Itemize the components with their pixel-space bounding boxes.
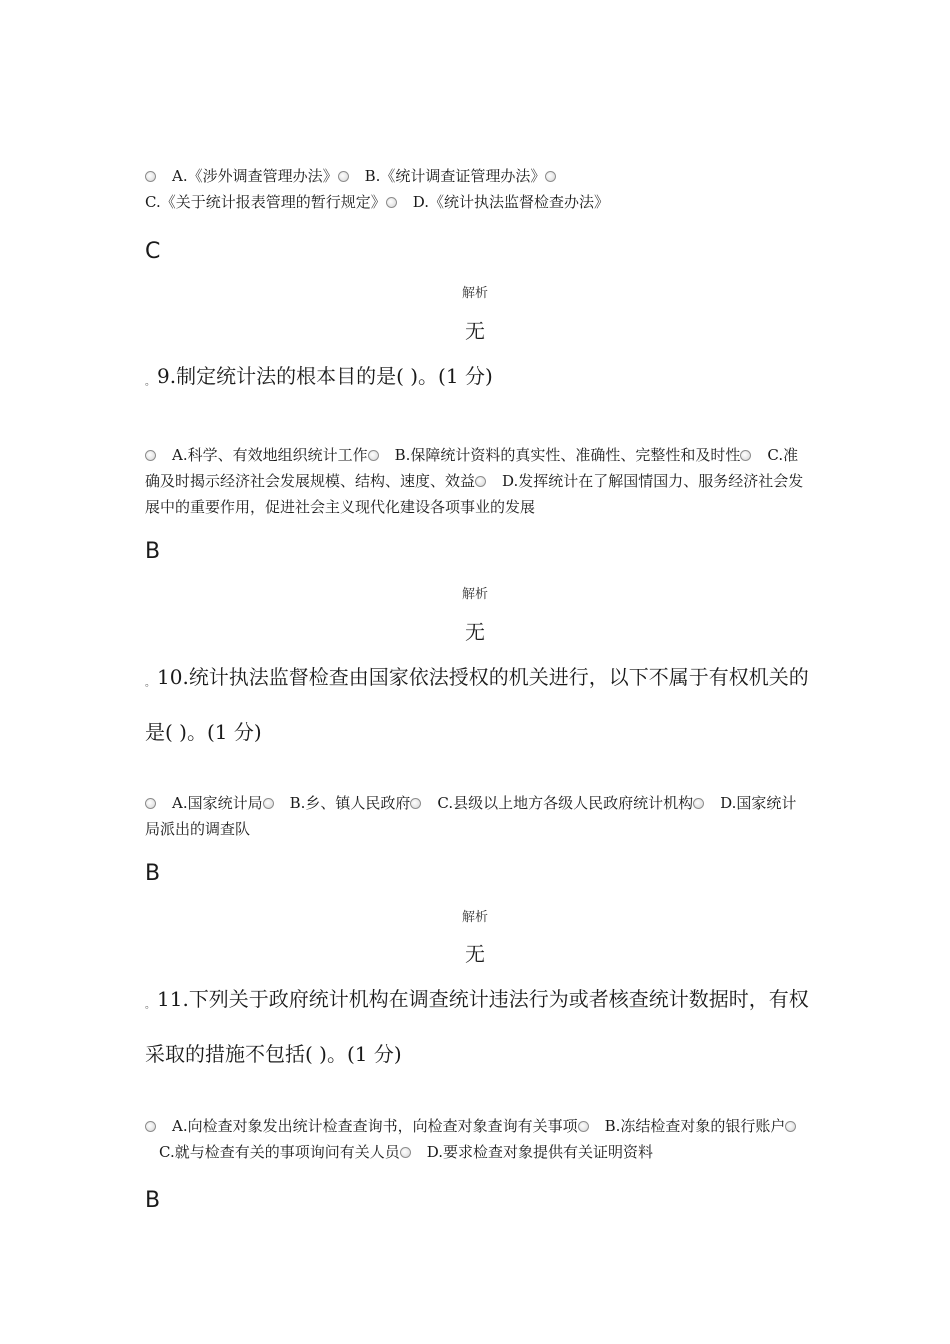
analysis-text: 无 <box>465 620 485 644</box>
radio-icon[interactable] <box>693 798 704 809</box>
option-c[interactable]: C.准确及时揭示经济社会发展规模、结构、速度、效益 <box>145 446 799 490</box>
option-b[interactable]: B.保障统计资料的真实性、准确性、完整性和及时性 <box>368 446 741 464</box>
answer-11: B <box>145 1188 161 1213</box>
radio-icon[interactable] <box>386 197 397 208</box>
question-9 <box>145 352 810 407</box>
question-9-options <box>145 442 810 520</box>
option-d[interactable]: D.国家统计局派出的调查队 <box>145 794 797 838</box>
radio-icon[interactable] <box>785 1121 796 1132</box>
radio-icon[interactable] <box>145 171 156 182</box>
question-text: 制定统计法的根本目的是( )。(1 分) <box>176 364 493 388</box>
question-10 <box>145 653 810 756</box>
question-text: 下列关于政府统计机构在调查统计违法行为或者核查统计数据时，有权采取的措施不包括( )。(1 分) <box>145 987 809 1066</box>
radio-icon[interactable] <box>410 798 421 809</box>
answer-10: B <box>145 861 161 886</box>
bullet-icon: 。 <box>145 678 155 689</box>
radio-icon[interactable] <box>400 1147 411 1158</box>
option-d[interactable]: D.《统计执法监督检查办法》 <box>386 193 609 211</box>
option-d[interactable]: D.发挥统计在了解国情国力、服务经济社会发展中的重要作用，促进社会主义现代化建设各项事业的发展 <box>145 472 804 516</box>
radio-icon[interactable] <box>263 798 274 809</box>
answer-8: C <box>145 239 161 264</box>
analysis-label: 解析 <box>461 587 488 602</box>
option-c[interactable]: C.县级以上地方各级人民政府统计机构 <box>410 794 693 812</box>
option-a[interactable]: A.《涉外调查管理办法》 <box>145 167 338 185</box>
radio-icon[interactable] <box>145 450 156 461</box>
option-d[interactable]: D.要求检查对象提供有关证明资料 <box>400 1143 653 1161</box>
question-number: 9. <box>157 364 177 388</box>
question-text: 统计执法监督检查由国家依法授权的机关进行，以下不属于有权机关的是( )。(1 分) <box>145 665 809 744</box>
option-a[interactable]: A.国家统计局 <box>145 794 263 812</box>
analysis-label: 解析 <box>461 910 488 925</box>
option-b[interactable]: B.乡、镇人民政府 <box>263 794 411 812</box>
radio-icon[interactable] <box>545 171 556 182</box>
option-a[interactable]: A.向检查对象发出统计检查查询书，向检查对象查询有关事项 <box>145 1117 578 1135</box>
option-c[interactable]: C.就与检查有关的事项询问有关人员 <box>145 1117 798 1161</box>
radio-icon[interactable] <box>740 450 751 461</box>
question-11-options <box>145 1113 810 1165</box>
question-11 <box>145 975 810 1078</box>
question-10-options <box>145 790 810 842</box>
analysis-text: 无 <box>465 319 485 343</box>
option-b[interactable]: B.《统计调查证管理办法》 <box>338 167 546 185</box>
radio-icon[interactable] <box>578 1121 589 1132</box>
option-b[interactable]: B.冻结检查对象的银行账户 <box>578 1117 786 1135</box>
question-number: 10. <box>157 665 189 689</box>
analysis-label: 解析 <box>461 286 488 301</box>
answer-9: B <box>145 539 161 564</box>
radio-icon[interactable] <box>338 171 349 182</box>
option-a[interactable]: A.科学、有效地组织统计工作 <box>145 446 368 464</box>
bullet-icon: 。 <box>145 1000 155 1011</box>
radio-icon[interactable] <box>145 798 156 809</box>
radio-icon[interactable] <box>145 1121 156 1132</box>
question-8-options <box>145 163 810 215</box>
analysis-text: 无 <box>465 942 485 966</box>
radio-icon[interactable] <box>368 450 379 461</box>
bullet-icon: 。 <box>145 377 155 388</box>
radio-icon[interactable] <box>475 476 486 487</box>
option-c[interactable]: C.《关于统计报表管理的暂行规定》 <box>145 167 572 211</box>
question-number: 11. <box>157 987 189 1011</box>
